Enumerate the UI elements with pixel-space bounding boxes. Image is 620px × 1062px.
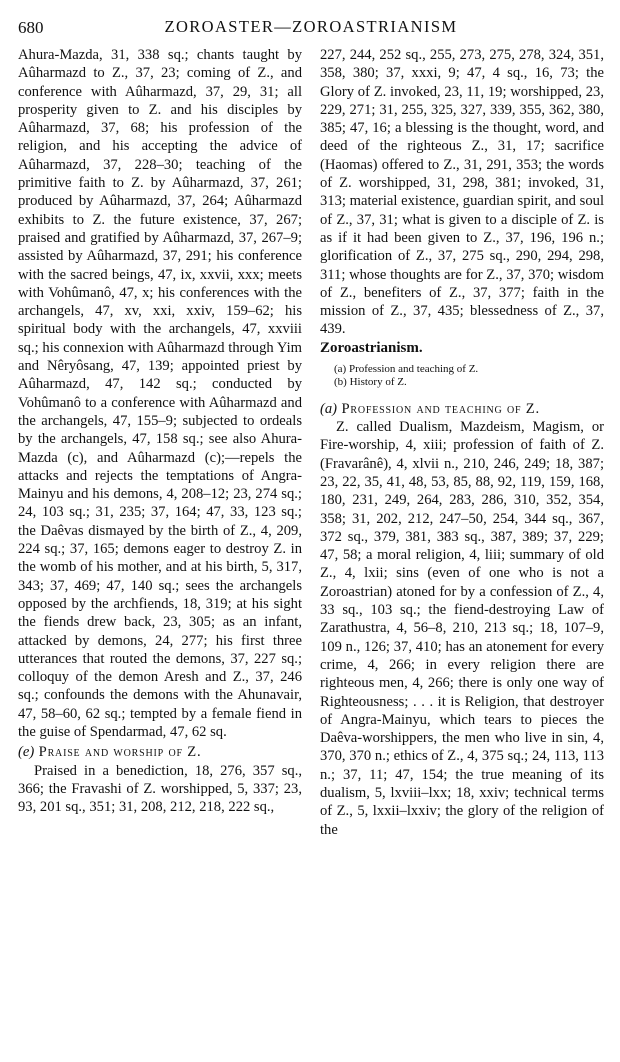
subsection-list (334, 363, 604, 390)
entry-title: Zoroastrianism. (320, 339, 423, 356)
index-paragraph: Praised in a benediction, 18, 276, 357 sq., 366; the Fravashi of Z. worshipped, 5, 337; 23, 93, 201 sq., 351; 31, 208, 212, 218, 222 sq., (18, 762, 302, 816)
index-paragraph: Ahura-Mazda, 31, 338 sq.; chants taught by Aûharmazd to Z., 37, 23; coming of Z., and conference with Aûharmazd, 37, 29, 31; all prosperity given to Z. and his disciples by Aûharmazd, 37, 68; his profession of the religion, and his accepting the advice of Aûharmazd, 37, 228–30; teaching of the primitive faith to Z. by Aûharmazd, 37, 261; produced by Aûharmazd, 37, 264; Aûharmazd exhibits to Z. the future existence, 37, 267; praised and gratified by Aûharmazd, 37, 267–9; assisted by Aûharmazd, 37, 291; his conference with the sacred beings, 47, ix, xxvii, xxx; meets with Vohûmanô, 47, x; his conferences with the archangels, 47, xv, xxi, xxiv, 159–62; his spiritual body with the archangels, 47, xxviii sq.; his connexion with Aûharmazd through Yim and Nêryôsang, 47, 139; appointed priest by Aûharmazd, 47, 142 sq.; conducted by Vohûmanô to a conference with Aûharmazd and the archangels, 47, 155–9; subjected to ordeals by the archangels, 47, 158 sq.; see also Ahura-Mazda (c), and Aûharmazd (c);—repels the attacks and rejects the temptations of Angra-Mainyu and his demons, 4, 208–12; 23, 274 sq.; 24, 103 sq.; 31, 235; 37, 164; 47, 33, 123 sq.; the Daêvas dismayed by the birth of Z., 4, 209, 224 sq.; 37, 165; demons eager to destroy Z. in the womb of his mother, and at his birth, 5, 317, 343; 37, 469; 47, 140 sq.; sees the archangels opposed by the archfiends, 18, 319; at his sight the fiends drew back, 23, 305; as an infant, attacked by demons, 24, 277; his first three utterances that routed the demons, 37, 227 sq.; colloquy of the demon Aresh and Z., 37, 246 sq.; confounds the demons with the Ahunavair, 47, 58–60, 62 sq.; tempted by a female fiend in the guise of Spendarmad, 47, 62 sq. (18, 47, 302, 740)
section-title: Profession and teaching of Z. (341, 400, 540, 417)
section-title: Praise and worship of Z. (38, 744, 202, 761)
list-item: (b) History of Z. (334, 376, 407, 389)
section-heading-a (320, 400, 604, 418)
page-number: 680 (18, 18, 44, 37)
section-letter: (e) (18, 744, 35, 761)
section-heading-e (18, 743, 302, 761)
page-header (18, 14, 604, 44)
index-paragraph: Z. called Dualism, Mazdeism, Magism, or Fire-worship, 4, xiii; profession of faith of Z. (Fravarânê), 4, xlvii n., 210, 246, 249; 18, 387; 23, 22, 35, 41, 48, 53, 85, 88, 92, 119, 159, 168, 180, 231, 249, 264, 283, 286, 310, 352, 354, 358; 31, 202, 212, 247–50, 254, 344 sq., 367, 372 sq., 379, 381, 383 sq., 387, 389; 37, 229; 47, 58; a moral religion, 4, liii; summary of old Z., 4, lxii; sins (even of one who is not a Zoroastrian) atoned for by a confession of Z., 4, 33 sq., 103 sq.; the fiend-destroying Law of Zarathustra, 4, 56–8, 210, 213 sq.; 18, 107–9, 109 n., 126; 37, 410; has an atonement for every crime, 4, 266; in every religion there are righteous men, 4, 266; there is only one way of Righteousness; . . . it is Religion, that destroyer of Angra-Mainyu, which tears to pieces the Daêva-worshippers, the men who live in sin, 4, 370, 370 n.; ethics of Z., 4, 375 sq.; 24, 113, 113 n.; 37, 11; 47, 154; the true meaning of its dualism, 5, lxviii–lxx; 18, xxiv; technical terms of Z., 5, lxxii–lxxiv; the glory of the religion of the (320, 419, 604, 838)
two-column-body (18, 46, 604, 839)
index-paragraph: 227, 244, 252 sq., 255, 273, 275, 278, 324, 351, 358, 380; 37, xxxi, 9; 47, 4 sq., 16, 73; the Glory of Z. invoked, 23, 11, 19; worshipped, 23, 229, 271; 31, 255, 325, 327, 339, 355, 362, 380, 385; 47, 16; a blessing is the thought, word, and deed of the righteous Z., 31, 17; sacrifice (Haomas) offered to Z., 31, 291, 353; the words of Z. worshipped, 31, 298, 381; invoked, 31, 313; material existence, guardian spirit, and soul of Z., 37, 31; what is given to a disciple of Z. is as if it had been given to Z., 37, 196, 196 n.; glorification of Z., 37, 275 sq., 290, 294, 298, 311; whose thoughts are for Z., 37, 370; wisdom of Z., benefiters of Z., 37, 377; faith in the mission of Z., 37, 435; blessedness of Z., 37, 439. (320, 47, 604, 338)
list-item: (a) Profession and teaching of Z. (334, 362, 479, 375)
left-column (18, 46, 302, 839)
section-letter: (a) (320, 400, 338, 417)
right-column (320, 46, 604, 839)
running-head: ZOROASTER—ZOROASTRIANISM (164, 17, 458, 36)
